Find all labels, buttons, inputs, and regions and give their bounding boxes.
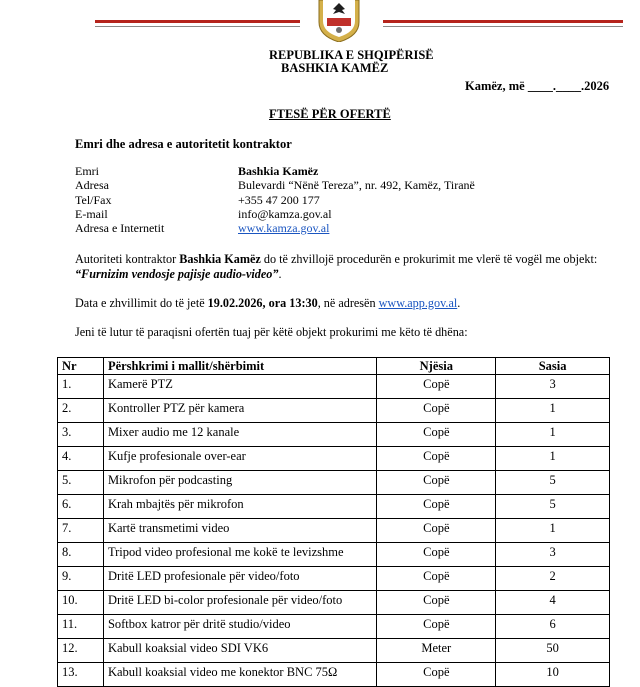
paragraph-date [75, 296, 460, 311]
header-line-right-gray [383, 26, 623, 27]
row-quantity: 1 [496, 519, 610, 543]
row-nr: 10. [58, 591, 104, 615]
row-unit: Copë [377, 543, 496, 567]
table-row [58, 615, 610, 639]
row-quantity: 50 [496, 639, 610, 663]
p2-intro: Data e zhvillimit do të jetë [75, 296, 208, 310]
row-unit: Copë [377, 495, 496, 519]
table-row [58, 519, 610, 543]
date-line: Kamëz, më ____.____.2026 [465, 79, 610, 93]
name-label: Emri [75, 164, 99, 178]
row-unit: Copë [377, 399, 496, 423]
web-label: Adresa e Internetit [75, 221, 165, 235]
paragraph-procedure [75, 252, 635, 282]
row-nr: 13. [58, 663, 104, 687]
row-unit: Copë [377, 519, 496, 543]
row-nr: 9. [58, 567, 104, 591]
coat-of-arms-icon [315, 0, 363, 42]
row-quantity: 6 [496, 615, 610, 639]
row-unit: Copë [377, 423, 496, 447]
row-description: Tripod video profesional me kokë te levizshme [103, 543, 376, 567]
address-value: Bulevardi “Nënë Tereza”, nr. 492, Kamëz, Tiranë [238, 178, 475, 192]
table-header-row [58, 358, 610, 375]
table-row [58, 639, 610, 663]
row-nr: 6. [58, 495, 104, 519]
p2-datetime: 19.02.2026, ora 13:30 [207, 296, 318, 310]
row-unit: Meter [377, 639, 496, 663]
web-link[interactable]: www.kamza.gov.al [238, 221, 330, 235]
p1-middle: do të zhvillojë procedurën e prokurimit me vlerë të vogël me objekt: [260, 252, 598, 266]
row-quantity: 1 [496, 423, 610, 447]
row-nr: 5. [58, 471, 104, 495]
row-unit: Copë [377, 567, 496, 591]
header-line-left-gray [95, 26, 300, 27]
row-description: Kabull koaksial video SDI VK6 [103, 639, 376, 663]
row-quantity: 5 [496, 471, 610, 495]
row-quantity: 3 [496, 375, 610, 399]
row-unit: Copë [377, 447, 496, 471]
telfax-value: +355 47 200 177 [238, 193, 320, 207]
row-unit: Copë [377, 591, 496, 615]
row-unit: Copë [377, 663, 496, 687]
header-quantity: Sasia [496, 358, 610, 375]
row-nr: 4. [58, 447, 104, 471]
p2-end: . [457, 296, 461, 310]
row-description: Kartë transmetimi video [103, 519, 376, 543]
header-line-left-red [95, 20, 300, 23]
row-description: Dritë LED bi-color profesionale për video/foto [103, 591, 376, 615]
row-description: Kabull koaksial video me konektor BNC 75Ω [103, 663, 376, 687]
row-unit: Copë [377, 615, 496, 639]
table-row [58, 423, 610, 447]
row-description: Kontroller PTZ për kamera [103, 399, 376, 423]
p1-intro: Autoriteti kontraktor [75, 252, 180, 266]
row-quantity: 1 [496, 447, 610, 471]
row-nr: 7. [58, 519, 104, 543]
section-heading: Emri dhe adresa e autoritetit kontraktor [75, 137, 292, 151]
row-nr: 3. [58, 423, 104, 447]
row-description: Mikrofon për podcasting [103, 471, 376, 495]
row-quantity: 1 [496, 399, 610, 423]
row-nr: 12. [58, 639, 104, 663]
email-value: info@kamza.gov.al [238, 207, 332, 221]
document-title: FTESË PËR OFERTË [269, 107, 391, 121]
row-quantity: 3 [496, 543, 610, 567]
table-row [58, 471, 610, 495]
row-nr: 2. [58, 399, 104, 423]
address-label: Adresa [75, 178, 109, 192]
table-row [58, 543, 610, 567]
republic-heading: REPUBLIKA E SHQIPËRISË [269, 48, 434, 62]
telfax-label: Tel/Fax [75, 193, 112, 207]
row-quantity: 10 [496, 663, 610, 687]
row-nr: 11. [58, 615, 104, 639]
table-row [58, 663, 610, 687]
table-row [58, 495, 610, 519]
items-table [57, 357, 610, 687]
header-nr: Nr [58, 358, 104, 375]
table-row [58, 375, 610, 399]
header-line-right-red [383, 20, 623, 23]
name-value: Bashkia Kamëz [238, 164, 319, 178]
row-description: Softbox katror për dritë studio/video [103, 615, 376, 639]
row-description: Dritë LED profesionale për video/foto [103, 567, 376, 591]
row-description: Kufje profesionale over-ear [103, 447, 376, 471]
p1-authority: Bashkia Kamëz [179, 252, 261, 266]
paragraph-request: Jeni të lutur të paraqisni ofertën tuaj për këtë objekt prokurimi me këto të dhëna: [75, 325, 468, 339]
row-unit: Copë [377, 471, 496, 495]
header-unit: Njësia [377, 358, 496, 375]
app-link[interactable]: www.app.gov.al [378, 296, 458, 310]
row-quantity: 4 [496, 591, 610, 615]
p2-middle: , në adresën [317, 296, 379, 310]
row-nr: 8. [58, 543, 104, 567]
table-row [58, 447, 610, 471]
municipality-heading: BASHKIA KAMËZ [281, 61, 389, 75]
table-row [58, 399, 610, 423]
row-description: Mixer audio me 12 kanale [103, 423, 376, 447]
row-quantity: 5 [496, 495, 610, 519]
row-quantity: 2 [496, 567, 610, 591]
email-label: E-mail [75, 207, 108, 221]
row-description: Krah mbajtës për mikrofon [103, 495, 376, 519]
row-nr: 1. [58, 375, 104, 399]
row-description: Kamerë PTZ [103, 375, 376, 399]
p1-end: . [278, 267, 282, 281]
table-row [58, 591, 610, 615]
table-row [58, 567, 610, 591]
header-description: Përshkrimi i mallit/shërbimit [103, 358, 376, 375]
row-unit: Copë [377, 375, 496, 399]
p1-object: “Furnizim vendosje pajisje audio-video” [75, 267, 279, 281]
